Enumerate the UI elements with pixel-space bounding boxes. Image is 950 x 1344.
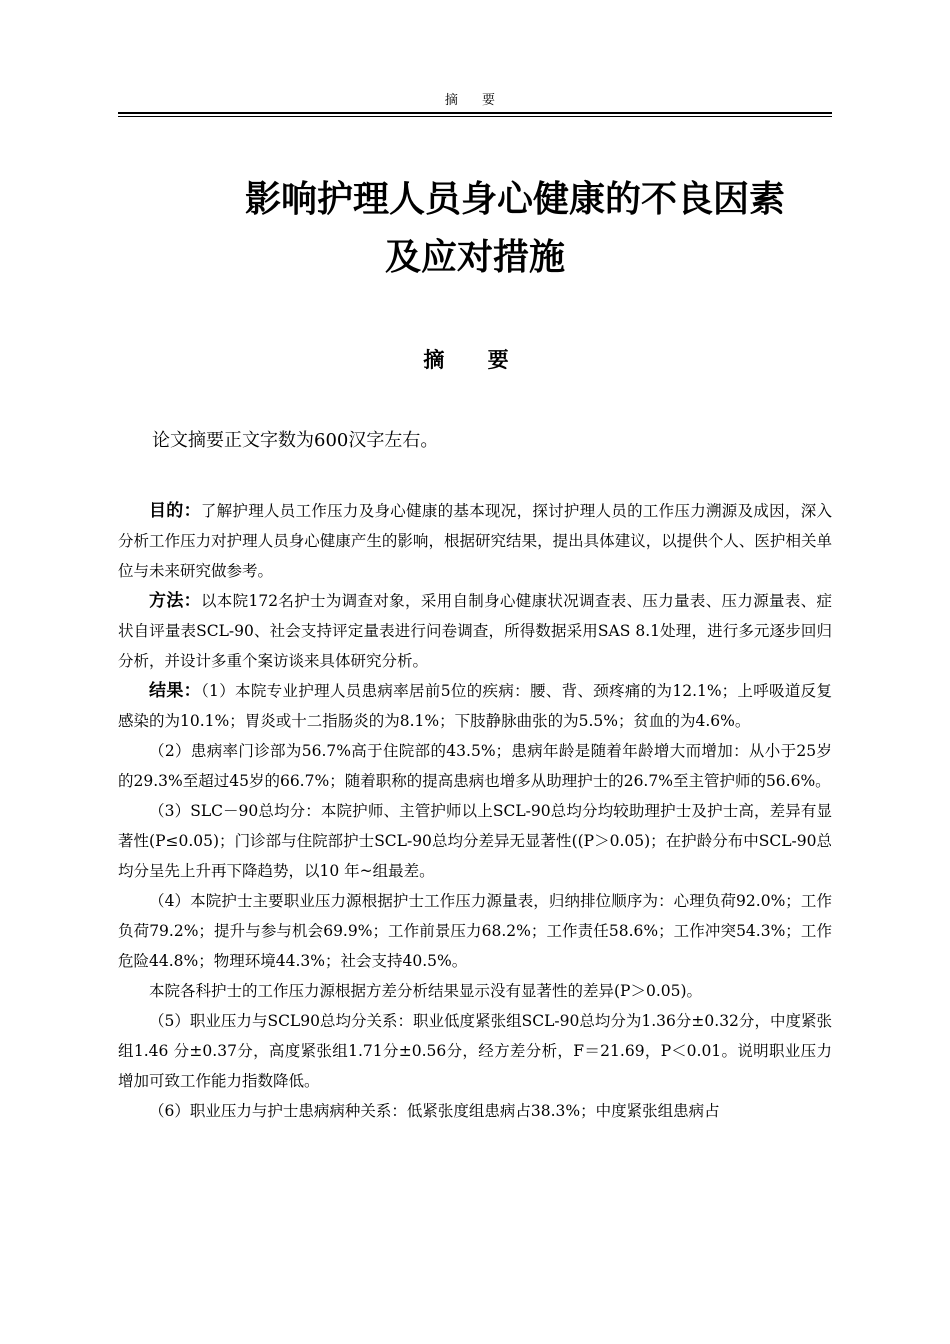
lead-result: 结果： [149, 681, 201, 701]
paragraph-result-6 [118, 1096, 832, 1126]
paper-title-line-2: 及应对措施 [384, 237, 565, 278]
text-result-4: （4）本院护士主要职业压力源根据护士工作压力源量表，归纳排位顺序为：心理负荷92.0%；工作负荷79.2%；提升与参与机会69.9%；工作前景压力68.2%；工作责任58.6%；工作冲突54.3%；工作危险44.8%；物理环境44.3%；社会支持40.5%。 [118, 892, 832, 970]
abstract-heading: 摘 要 [423, 348, 527, 372]
paragraph-result-3 [118, 796, 832, 886]
text-result-4b: 本院各科护士的工作压力源根据方差分析结果显示没有显著性的差异(P＞0.05)。 [149, 982, 703, 1000]
text-result-5: （5）职业压力与SCL90总均分关系：职业低度紧张组SCL-90总均分为1.36分±0.32分，中度紧张组1.46 分±0.37分，高度紧张组1.71分±0.56分，经方差分析，F＝21.69，P＜0.01。说明职业压力增加可致工作能力指数降低。 [118, 1012, 832, 1090]
paragraph-result-1 [118, 676, 832, 736]
paragraph-result-2 [118, 736, 832, 796]
paper-title-line-1: 影响护理人员身心健康的不良因素 [244, 179, 785, 220]
running-header: 摘 要 [444, 93, 506, 108]
text-method: 以本院172名护士为调查对象，采用自制身心健康状况调查表、压力量表、压力源量表、症状自评量表SCL-90、社会支持评定量表进行问卷调查，所得数据采用SAS 8.1处理，进行多元逐步回归分析，并设计多重个案访谈来具体研究分析。 [118, 592, 832, 670]
paragraph-result-5 [118, 1006, 832, 1096]
text-purpose: 了解护理人员工作压力及身心健康的基本现况，探讨护理人员的工作压力溯源及成因，深入分析工作压力对护理人员身心健康产生的影响，根据研究结果，提出具体建议，以提供个人、医护相关单位与未来研究做参考。 [118, 502, 832, 580]
abstract-note: 论文摘要正文字数为600汉字左右。 [152, 430, 439, 451]
paragraph-method [118, 586, 832, 676]
paragraph-result-4 [118, 886, 832, 976]
abstract-body [118, 496, 832, 1126]
lead-method: 方法： [149, 591, 201, 611]
lead-purpose: 目的： [149, 501, 201, 521]
text-result-3: （3）SLC－90总均分：本院护师、主管护师以上SCL-90总均分均较助理护士及护士高，差异有显著性(P≤0.05)；门诊部与住院部护士SCL-90总均分差异无显著性((P＞0.05)；在护龄分布中SCL-90总均分呈先上升再下降趋势，以10 年~组最差。 [118, 802, 832, 880]
text-result-6: （6）职业压力与护士患病病种关系：低紧张度组患病占38.3%；中度紧张组患病占 [149, 1102, 720, 1120]
paragraph-result-4b [118, 976, 832, 1006]
text-result-1: （1）本院专业护理人员患病率居前5位的疾病：腰、背、颈疼痛的为12.1%；上呼吸道反复感染的为10.1%；胃炎或十二指肠炎的为8.1%；下肢静脉曲张的为5.5%；贫血的为4.6%。 [118, 682, 833, 730]
paragraph-purpose [118, 496, 832, 586]
text-result-2: （2）患病率门诊部为56.7%高于住院部的43.5%；患病年龄是随着年龄增大而增加：从小于25岁的29.3%至超过45岁的66.7%；随着职称的提高患病也增多从助理护士的26.7%至主管护师的56.6%。 [118, 742, 832, 790]
header-rule [118, 112, 832, 117]
